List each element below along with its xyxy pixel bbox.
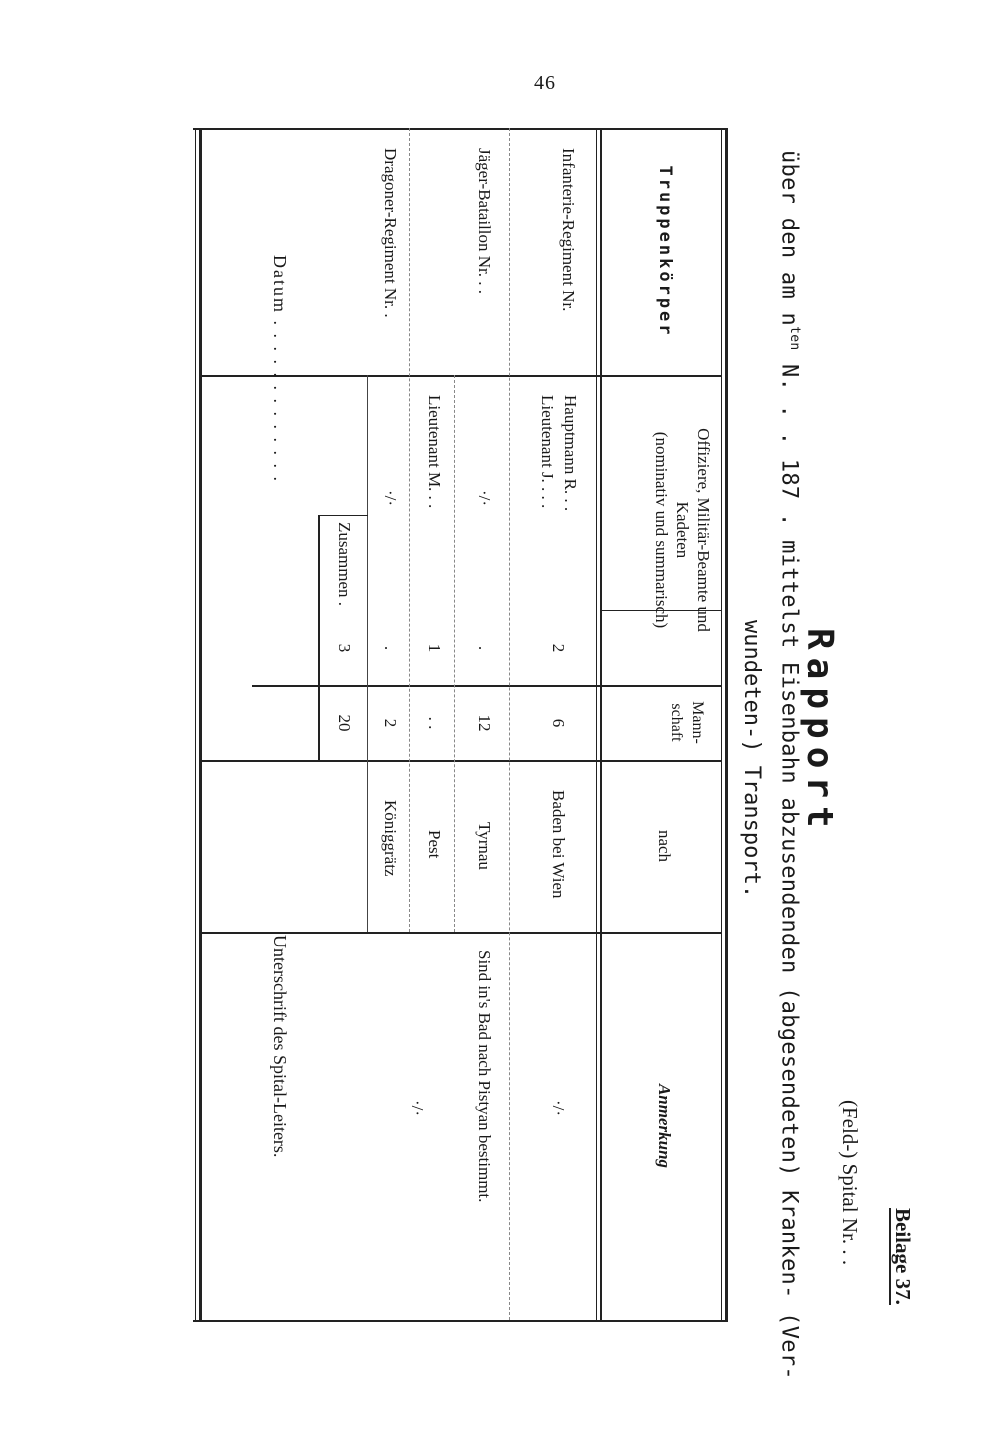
header-destination: nach [655,829,674,863]
document-title: Rapport [799,628,840,836]
row-2-destination: Tyrnau [475,822,494,870]
table-top-rule [725,128,728,1320]
header-officers-line-2: Kadeten [673,501,692,559]
header-rule [600,128,602,1320]
row-3-officer-count: 1 [425,643,444,653]
row-2-unit: Jäger-Bataillon Nr. . . [475,148,494,295]
col-divider-3 [252,685,722,687]
row-3-remark: ·/· [408,1100,427,1117]
hospital-label: (Feld-) Spital Nr. . . [838,1100,862,1266]
total-bottom-rule [318,515,320,760]
row-4-unit: Dragoner-Regiment Nr. . [381,148,400,318]
table-bottom-rule [199,128,202,1320]
header-men-line-1: Mann- [689,701,706,744]
row-1-men: 6 [549,718,568,728]
signature-label: Unterschrift des Spital-Leiters. [270,935,290,1158]
row-1-unit: Infanterie-Regiment Nr. [559,148,578,312]
header-men [666,685,708,760]
col-divider-5 [202,932,722,934]
row-2-remark: Sind in's Bad nach Pistyan bestimmt. [475,950,494,1203]
total-label: Zusammen . [335,522,354,607]
subtitle-rest: N. . . 187 . mittelst Eisenbahn abzusendenden (abgesendeten) Kranken- (Ver- [776,350,802,1380]
row-4-men: 2 [381,718,400,728]
subtitle-line-2: wundeten-) Transport. [739,620,764,899]
header-men-line-2: schaft [668,703,685,742]
row-4-officers: ·/· [381,490,400,507]
row-divider-4 [367,375,368,932]
header-officers-line-3: (nominativ und summarisch) [652,431,671,629]
page-number: 46 [534,72,556,94]
row-3-destination: Pest [425,830,444,859]
row-2-men: 12 [475,714,494,732]
row-divider-1 [509,128,510,1320]
row-1-officer-count: 2 [549,643,568,653]
total-left-rule [320,515,368,516]
table-top-rule-inner [721,128,722,1320]
date-label: Datum . . . . . . . . . . . . . [270,255,290,483]
row-divider-2 [454,375,455,932]
row-1-officer-2: Lieutenant J. . . . [538,395,557,509]
header-remark: Anmerkung [655,1083,674,1169]
header-officers-line-1: Offiziere, Militär-Beamte und [694,428,713,632]
table-right-rule [193,1320,728,1322]
row-4-destination: Königgrätz [381,800,400,877]
subtitle-part: über den am n [776,150,802,327]
table-left-rule [193,128,728,130]
total-men: 20 [335,714,354,732]
row-divider-3 [409,128,410,932]
header-rule-inner [596,128,597,1320]
subtitle-superscript: ten [787,326,802,351]
col-divider-4 [202,760,722,762]
row-1-destination: Baden bei Wien [549,790,568,899]
row-2-officers: ·/· [475,490,494,507]
row-3-officers: Lieutenant M. . . [425,395,444,509]
row-2-officer-count: . [475,645,494,651]
subtitle-line-1 [777,150,802,1380]
row-4-officer-count: . [381,645,400,651]
row-1-officer-1: Hauptmann R. . . [561,395,580,512]
total-officers: 3 [335,643,354,653]
appendix-label: Beilage 37. [891,1208,915,1305]
header-unit: Truppenkörper [655,165,675,338]
header-officers [651,375,714,685]
table-bottom-rule-inner [195,128,196,1320]
row-1-remark: ·/· [549,1100,568,1117]
row-3-men: . . [425,716,444,730]
